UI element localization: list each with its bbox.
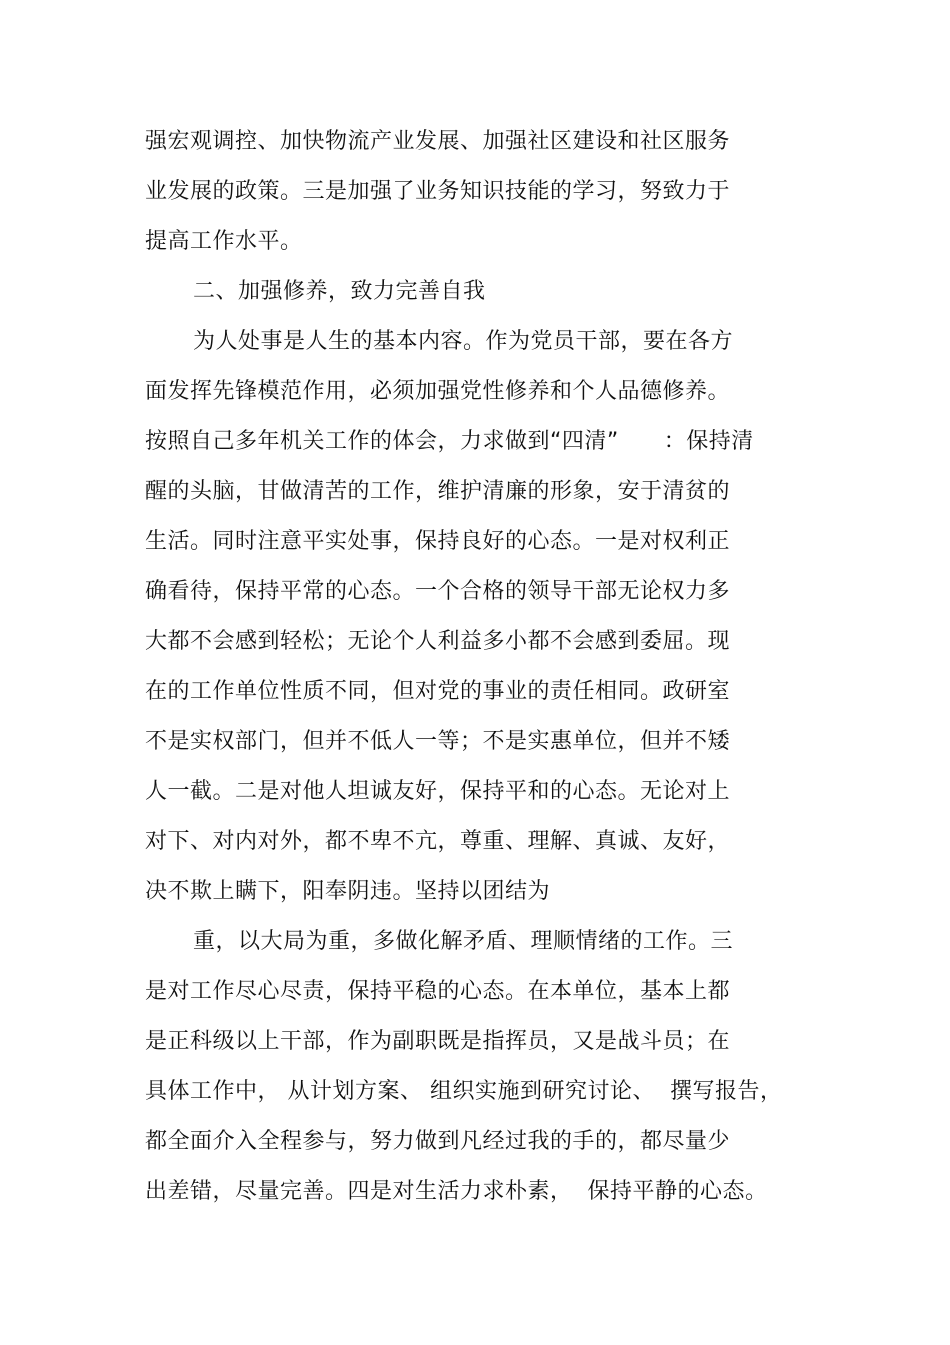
text-line: 醒的头脑，甘做清苦的工作，维护清廉的形象，安于清贫的: [145, 479, 731, 504]
text-line: 在的工作单位性质不同，但对党的事业的责任相同。政研室: [145, 679, 731, 704]
section-heading: 二、加强修养，致力完善自我: [193, 279, 486, 304]
text-line: 确看待，保持平常的心态。一个合格的领导干部无论权力多: [145, 579, 731, 604]
text-line: 大都不会感到轻松；无论个人利益多小都不会感到委屈。现: [145, 629, 731, 654]
text-line: 对下、对内对外，都不卑不亢，尊重、理解、真诚、友好，: [145, 829, 731, 854]
text-line: 人一截。二是对他人坦诚友好，保持平和的心态。无论对上: [145, 779, 731, 804]
text-line: 是对工作尽心尽责，保持平稳的心态。在本单位，基本上都: [145, 979, 731, 1004]
text-line: 为人处事是人生的基本内容。作为党员干部，要在各方: [193, 329, 734, 354]
text-line: 提高工作水平。: [145, 229, 303, 254]
text-line: 不是实权部门，但并不低人一等；不是实惠单位，但并不矮: [145, 729, 731, 754]
text-line: 生活。同时注意平实处事，保持良好的心态。一是对权利正: [145, 529, 731, 554]
text-line: 业发展的政策。三是加强了业务知识技能的学习，努致力于: [145, 179, 731, 204]
text-line: 都全面介入全程参与，努力做到凡经过我的手的，都尽量少: [145, 1129, 731, 1154]
text-line: 重，以大局为重，多做化解矛盾、理顺情绪的工作。三: [193, 929, 734, 954]
text-line: 具体工作中， 从计划方案、 组织实施到研究讨论、 撰写报告，: [145, 1079, 783, 1104]
text-line: 按照自己多年机关工作的体会，力求做到“四清” ：保持清: [145, 429, 754, 454]
text-line: 出差错，尽量完善。四是对生活力求朴素， 保持平静的心态。: [145, 1179, 768, 1204]
text-line: 强宏观调控、加快物流产业发展、加强社区建设和社区服务: [145, 129, 731, 154]
text-line: 决不欺上瞒下，阳奉阴违。坚持以团结为: [145, 879, 551, 904]
text-line: 是正科级以上干部，作为副职既是指挥员，又是战斗员；在: [145, 1029, 731, 1054]
text-line: 面发挥先锋模范作用，必须加强党性修养和个人品德修养。: [145, 379, 731, 404]
